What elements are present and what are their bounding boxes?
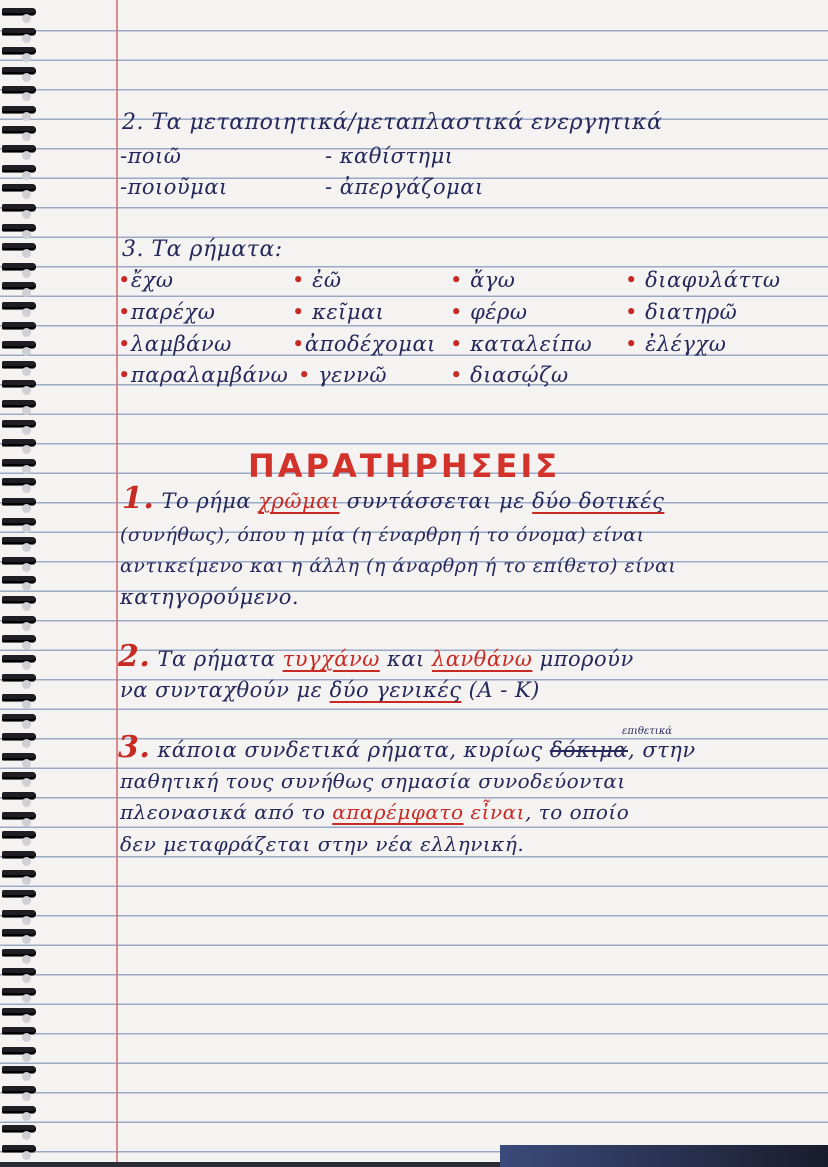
verb-list-item: • καταλείπω (450, 332, 593, 356)
binding-hole (22, 641, 31, 650)
spiral-ring (2, 1086, 36, 1093)
spiral-ring (2, 459, 36, 466)
note-number: 1. (122, 481, 155, 516)
spiral-ring (2, 1106, 36, 1113)
binding-hole (22, 504, 31, 513)
spiral-ring (2, 204, 36, 211)
spiral-ring (2, 870, 36, 877)
spiral-ring (2, 772, 36, 779)
binding-hole (22, 445, 31, 454)
binding-hole (22, 916, 31, 925)
spiral-ring (2, 1008, 36, 1015)
binding-hole (22, 582, 31, 591)
section2-item: -ποιοῦμαι (120, 175, 228, 199)
binding-hole (22, 14, 31, 23)
binding-hole (22, 171, 31, 180)
spiral-ring (2, 1145, 36, 1152)
binding-hole (22, 151, 31, 160)
binding-hole (22, 602, 31, 611)
verb-list-item: • ἄγω (450, 268, 516, 292)
section2-title: 2. Τα μεταποιητικά/μεταπλαστικά ενεργητικά (122, 110, 663, 135)
spiral-ring (2, 1027, 36, 1034)
spiral-ring (2, 400, 36, 407)
verb-list-item: • γεννῶ (298, 363, 388, 387)
binding-hole (22, 386, 31, 395)
spiral-ring (2, 537, 36, 544)
note-1-line: αντικείμενο και η άλλη (η άναρθρη ή το επίθετο) είναι (120, 555, 677, 577)
binding-hole (22, 935, 31, 944)
binding-hole (22, 994, 31, 1003)
binding-hole (22, 739, 31, 748)
spiral-ring (2, 929, 36, 936)
spiral-ring (2, 753, 36, 760)
spiral-ring (2, 910, 36, 917)
binding-hole (22, 367, 31, 376)
spiral-ring (2, 733, 36, 740)
binding-hole (22, 53, 31, 62)
spiral-ring (2, 302, 36, 309)
note-2-line: 2. Τα ρήματα τυγχάνω και λανθάνω μπορούν (118, 639, 634, 674)
binding-hole (22, 347, 31, 356)
verb-list-item: •παραλαμβάνω (118, 363, 289, 387)
binding-hole (22, 798, 31, 807)
binding-hole (22, 288, 31, 297)
spiral-ring (2, 263, 36, 270)
binding-hole (22, 720, 31, 729)
verb-list-item: •ἔχω (118, 268, 174, 292)
binding-hole (22, 1151, 31, 1160)
spiral-binding (0, 0, 40, 1162)
binding-hole (22, 406, 31, 415)
binding-hole (22, 818, 31, 827)
verb-list-item: • ἐῶ (292, 268, 342, 292)
spiral-ring (2, 322, 36, 329)
spiral-ring (2, 243, 36, 250)
spiral-ring (2, 949, 36, 956)
note-1-line: κατηγορούμενο. (120, 585, 300, 609)
spiral-ring (2, 165, 36, 172)
binding-hole (22, 778, 31, 787)
verb-list-item: • κεῖμαι (292, 300, 385, 324)
spiral-ring (2, 1047, 36, 1054)
binding-hole (22, 190, 31, 199)
verb-list-item: • ἐλέγχω (625, 332, 727, 356)
binding-hole (22, 1112, 31, 1121)
spiral-ring (2, 694, 36, 701)
binding-hole (22, 1053, 31, 1062)
spiral-ring (2, 28, 36, 35)
section-heading: ΠΑΡΑΤΗΡΗΣΕΙΣ (248, 447, 561, 485)
binding-hole (22, 896, 31, 905)
spiral-ring (2, 1066, 36, 1073)
spiral-ring (2, 557, 36, 564)
binding-hole (22, 426, 31, 435)
spiral-ring (2, 361, 36, 368)
spiral-ring (2, 126, 36, 133)
note-2-line: να συνταχθούν με δύο γενικές (Α - Κ) (120, 678, 540, 702)
spiral-ring (2, 576, 36, 583)
binding-hole (22, 876, 31, 885)
note-number: 3. (118, 730, 151, 765)
binding-hole (22, 92, 31, 101)
verb-list-item: •παρέχω (118, 300, 216, 324)
verb-list-item: • φέρω (450, 300, 528, 324)
verb-list-item: • διατηρῶ (625, 300, 738, 324)
verb-list-item: •λαμβάνω (118, 332, 232, 356)
binding-hole (22, 759, 31, 768)
binding-hole (22, 34, 31, 43)
spiral-ring (2, 851, 36, 858)
binding-hole (22, 484, 31, 493)
binding-hole (22, 524, 31, 533)
binding-hole (22, 112, 31, 121)
note-3-line: παθητική τους συνήθως σημασία συνοδεύονται (120, 769, 626, 793)
binding-hole (22, 73, 31, 82)
hand-shadow (500, 1145, 828, 1167)
spiral-ring (2, 831, 36, 838)
note-1-line: (συνήθως), όπου η μία (η έναρθρη ή το όνομα) είναι (120, 524, 645, 546)
binding-hole (22, 1072, 31, 1081)
binding-hole (22, 230, 31, 239)
spiral-ring (2, 145, 36, 152)
spiral-ring (2, 420, 36, 427)
binding-hole (22, 328, 31, 337)
spiral-ring (2, 184, 36, 191)
section3-title: 3. Τα ρήματα: (122, 237, 283, 262)
binding-hole (22, 1131, 31, 1140)
spiral-ring (2, 67, 36, 74)
superscript-correction: επιθετικά (622, 726, 673, 737)
section2-item: -ποιῶ (120, 144, 182, 168)
binding-hole (22, 622, 31, 631)
spiral-ring (2, 47, 36, 54)
binding-hole (22, 465, 31, 474)
binding-hole (22, 700, 31, 709)
binding-hole (22, 857, 31, 866)
binding-hole (22, 308, 31, 317)
spiral-ring (2, 341, 36, 348)
spiral-ring (2, 792, 36, 799)
binding-hole (22, 1033, 31, 1042)
binding-hole (22, 269, 31, 278)
spiral-ring (2, 1125, 36, 1132)
verb-list-item: • διαφυλάττω (625, 268, 781, 292)
spiral-ring (2, 439, 36, 446)
spiral-ring (2, 498, 36, 505)
note-1-line: 1. Το ρήμα χρῶμαι συντάσσεται με δύο δοτικές (122, 481, 665, 516)
spiral-ring (2, 968, 36, 975)
binding-hole (22, 661, 31, 670)
binding-hole (22, 249, 31, 258)
spiral-ring (2, 655, 36, 662)
spiral-ring (2, 224, 36, 231)
spiral-ring (2, 86, 36, 93)
spiral-ring (2, 106, 36, 113)
spiral-ring (2, 988, 36, 995)
binding-hole (22, 1014, 31, 1023)
spiral-ring (2, 478, 36, 485)
binding-hole (22, 1092, 31, 1101)
spiral-ring (2, 596, 36, 603)
binding-hole (22, 974, 31, 983)
section2-item: - ἀπεργάζομαι (325, 175, 484, 199)
section2-item: - καθίστημι (325, 144, 454, 168)
spiral-ring (2, 635, 36, 642)
binding-hole (22, 132, 31, 141)
spiral-ring (2, 282, 36, 289)
spiral-ring (2, 8, 36, 15)
spiral-ring (2, 714, 36, 721)
binding-hole (22, 210, 31, 219)
margin-line (116, 0, 118, 1162)
note-3-line: πλεονασικά από το απαρέμφατο εἶναι, το οποίο (120, 800, 630, 824)
binding-hole (22, 955, 31, 964)
spiral-ring (2, 518, 36, 525)
note-number: 2. (118, 639, 151, 674)
note-3-line: 3. κάποια συνδετικά ρήματα, κυρίως δόκιμα, στην (118, 730, 696, 765)
spiral-ring (2, 616, 36, 623)
binding-hole (22, 680, 31, 689)
spiral-ring (2, 890, 36, 897)
note-3-line: δεν μεταφράζεται στην νέα ελληνική. (120, 832, 525, 856)
verb-list-item: • διασῴζω (450, 363, 569, 387)
spiral-ring (2, 812, 36, 819)
spiral-ring (2, 380, 36, 387)
binding-hole (22, 837, 31, 846)
binding-hole (22, 563, 31, 572)
verb-list-item: •ἀποδέχομαι (292, 332, 436, 356)
spiral-ring (2, 674, 36, 681)
binding-hole (22, 543, 31, 552)
